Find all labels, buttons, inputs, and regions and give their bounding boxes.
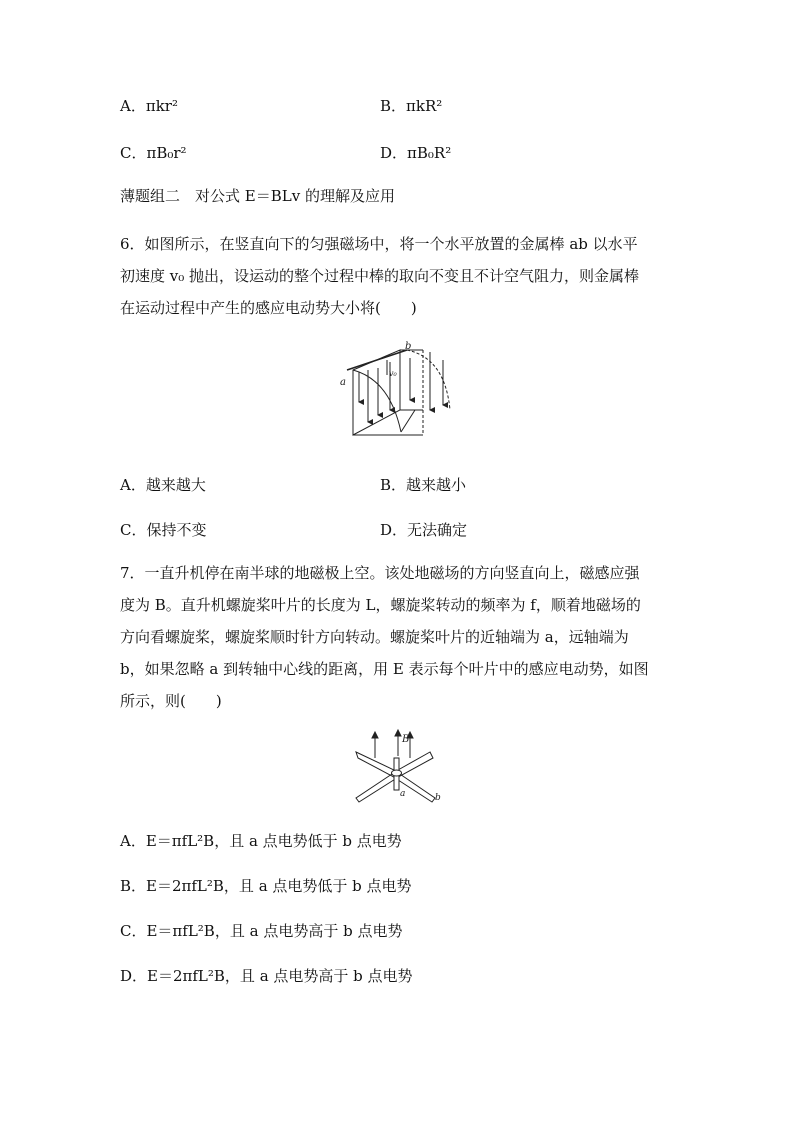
question-7-line: b，如果忽略 a 到转轴中心线的距离，用 E 表示每个叶片中的感应电动势，如图 [120,660,649,678]
option-q6-c: C．保持不变 [120,521,207,539]
option-q7-d: D．E＝2πfL²B，且 a 点电势高于 b 点电势 [120,967,413,985]
question-7-figure [350,728,445,808]
question-7-line: 7．一直升机停在南半球的地磁极上空。该处地磁场的方向竖直向上，磁感应强 [120,564,640,582]
question-6-text [120,228,680,324]
option-q5-a: A．πkr² [120,97,178,115]
section-title: 薄题组二 对公式 E＝BLv 的理解及应用 [120,187,395,205]
question-6-figure [335,340,465,445]
option-q5-c: C．πB₀r² [120,144,187,162]
option-q6-d: D．无法确定 [380,521,468,539]
figure-label-a: a [340,377,346,388]
option-q6-a: A．越来越大 [120,476,206,494]
figure-label-a: a [400,789,406,799]
option-q6-b: B．越来越小 [380,476,467,494]
question-7-line: 方向看螺旋桨，螺旋桨顺时针方向转动。螺旋桨叶片的近轴端为 a，远轴端为 [120,628,629,646]
figure-box-front [353,350,400,435]
option-q7-a: A．E＝πfL²B，且 a 点电势低于 b 点电势 [120,832,402,850]
option-q5-d: D．πB₀R² [380,144,452,162]
figure-label-v0: v₀ [389,369,397,378]
metal-rod [347,350,407,370]
option-q5-b: B．πkR² [380,97,443,115]
figure-label-b: b [435,793,441,803]
trajectory-curve-dashed [407,350,450,410]
option-q7-c: C．E＝πfL²B，且 a 点电势高于 b 点电势 [120,922,403,940]
question-7-text [120,557,680,717]
question-6-line: 在运动过程中产生的感应电动势大小将( ) [120,299,417,317]
option-q7-b: B．E＝2πfL²B，且 a 点电势低于 b 点电势 [120,877,412,895]
question-6-line: 6．如图所示，在竖直向下的匀强磁场中，将一个水平放置的金属棒 ab 以水平 [120,235,638,253]
figure-label-B: B [402,734,410,745]
figure-label-b: b [405,341,412,352]
question-7-line: 所示，则( ) [120,692,222,710]
question-7-line: 度为 B。直升机螺旋桨叶片的长度为 L，螺旋桨转动的频率为 f，顺着地磁场的 [120,596,641,614]
question-6-line: 初速度 v₀ 抛出，设运动的整个过程中棒的取向不变且不计空气阻力，则金属棒 [120,267,640,285]
